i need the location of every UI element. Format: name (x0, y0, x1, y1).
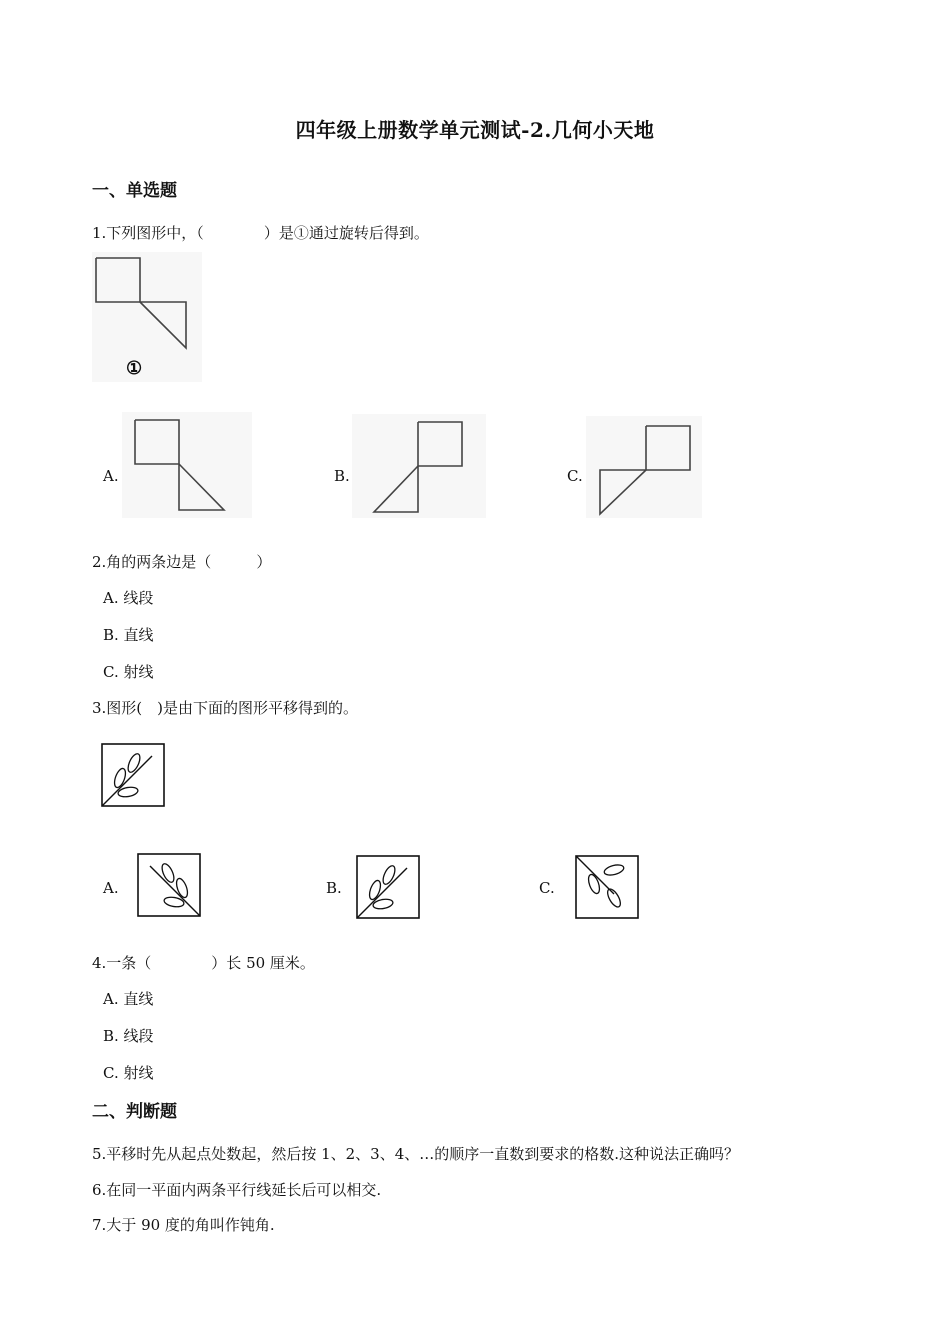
question-4-option-b[interactable]: B. 线段 (103, 1027, 154, 1045)
question-1-option-a-label: A. (103, 467, 119, 485)
question-1-option-b-figure[interactable] (352, 414, 486, 518)
question-7-text: 7.大于 90 度的角叫作钝角. (92, 1216, 275, 1234)
question-5-text: 5.平移时先从起点处数起，然后按 1、2、3、4、…的顺序一直数到要求的格数.这种说法正确吗？ (92, 1145, 740, 1163)
section-heading-true-false: 二、判断题 (92, 1102, 177, 1122)
question-1-option-c-figure[interactable] (586, 416, 702, 518)
question-1-option-a-figure[interactable] (122, 412, 252, 518)
question-1-option-b-label: B. (334, 467, 350, 485)
question-3-option-b-label: B. (326, 879, 342, 897)
figure-label-circled-one: ① (126, 358, 143, 379)
question-4-option-a[interactable]: A. 直线 (103, 990, 154, 1008)
question-3-reference-figure (100, 742, 166, 808)
question-3-option-a-label: A. (103, 879, 119, 897)
question-3-option-c-figure[interactable] (574, 854, 640, 920)
question-1-text: 1.下列图形中，（ ）是①通过旋转后得到。 (92, 224, 429, 242)
question-3-option-b-figure[interactable] (355, 854, 421, 920)
question-2-option-c[interactable]: C. 射线 (103, 663, 154, 681)
question-3-option-c-label: C. (539, 879, 555, 897)
question-3-option-a-figure[interactable] (136, 852, 202, 918)
section-heading-single-choice: 一、单选题 (92, 181, 177, 201)
page-title: 四年级上册数学单元测试-2.几何小天地 (295, 118, 655, 142)
question-1-option-c-label: C. (567, 467, 583, 485)
question-2-option-a[interactable]: A. 线段 (103, 589, 154, 607)
question-2-option-b[interactable]: B. 直线 (103, 626, 154, 644)
question-3-text: 3.图形( )是由下面的图形平移得到的。 (92, 699, 359, 717)
question-6-text: 6.在同一平面内两条平行线延长后可以相交. (92, 1181, 382, 1199)
question-4-text: 4.一条（ ）长 50 厘米。 (92, 954, 315, 972)
question-2-text: 2.角的两条边是（ ） (92, 553, 272, 571)
question-1-reference-figure (92, 252, 202, 382)
question-4-option-c[interactable]: C. 射线 (103, 1064, 154, 1082)
